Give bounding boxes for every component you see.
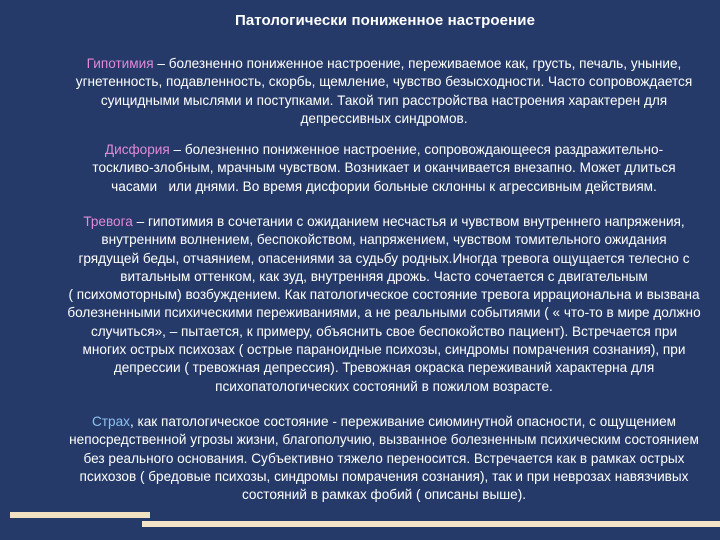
anxiety-line-9: депрессии ( тревожная депрессия). Тревожная окраска переживаний характерна для [113, 360, 655, 376]
anxiety-line-1 [22, 213, 720, 231]
hypothymia-line-2: угнетенность, подавленность, скорбь, щемление, чувство безысходности. Часто сопровождается [75, 74, 693, 90]
hypothymia-line-4: депрессивных синдромов. [300, 110, 468, 126]
dysphoria-line-2: тоскливо-злобным, мрачным чувством. Возникает и оканчивается внезапно. Может длиться [92, 160, 676, 176]
anxiety-line-2: внутренним волнением, беспокойством, напряжением, чувством томительного ожидания [101, 232, 667, 248]
anxiety-line-10: психопатологических состояний в пожилом возрасте. [215, 378, 553, 394]
dysphoria-line-3: часами или днями. Во время дисфории больные склонны к агрессивным действиям. [111, 178, 657, 194]
fear-paragraph [22, 413, 720, 504]
hypothymia-paragraph [22, 55, 720, 128]
fear-line-1 [22, 413, 720, 431]
anxiety-line-5: ( психомоторным) возбуждением. Как патологическое состояние тревога иррациональна и вызвана [68, 287, 700, 303]
hypothymia-line-1 [22, 55, 720, 73]
fear-line-5: состояний в рамках фобий ( описаны выше). [241, 487, 527, 503]
anxiety-line-3: грядущей беды, отчаянием, опасениями за судьбу родных.Иногда тревога ощущается телесно с [78, 250, 690, 266]
anxiety-paragraph [22, 213, 720, 396]
accent-bar-bottom [142, 521, 720, 527]
fear-line-3: без реального основания. Субъективно тяжело переносится. Встречается как в рамках острых [83, 450, 685, 466]
accent-bar-left [10, 512, 150, 518]
fear-text: , как патологическое состояние - переживание сиюминутной опасности, с ощущением [129, 414, 677, 429]
anxiety-line-7: случиться», – пытается, к примеру, объяснить свое беспокойство пациент). Встречается при [90, 323, 678, 339]
slide-title: Патологически пониженное настроение [234, 12, 536, 29]
dysphoria-text: – болезненно пониженное настроение, сопровождающееся раздражительно- [169, 142, 664, 157]
anxiety-term: Тревога [83, 214, 133, 229]
dysphoria-paragraph [22, 141, 720, 196]
anxiety-text: – гипотимия в сочетании с ожиданием несчастья и чувством внутреннего напряжения, [132, 214, 685, 229]
hypothymia-text: – болезненно пониженное настроение, переживаемое как, грусть, печаль, уныние, [153, 56, 682, 71]
fear-term: Страх [91, 414, 130, 429]
anxiety-line-4: витальным оттенком, как зуд, внутренняя дрожь. Часто сочетается с двигательным [120, 268, 648, 284]
anxiety-line-8: многих острых психозах ( острые параноидные психозы, синдромы помрачения сознания), при [82, 342, 686, 358]
fear-line-4: психозов ( бредовые психозы, синдромы помрачения сознания), так и при неврозах навязчивых [79, 468, 689, 484]
dysphoria-term: Дисфория [104, 142, 170, 157]
hypothymia-line-3: суицидными мыслями и поступками. Такой тип расстройства настроения характерен для [100, 92, 668, 108]
dysphoria-line-1 [22, 141, 720, 159]
fear-line-2: непосредственной угрозы жизни, благополучию, вызванное болезненным психическим состоянием [69, 432, 699, 448]
hypothymia-term: Гипотимия [86, 56, 154, 71]
anxiety-line-6: болезненными психическими переживаниями, а не реальными событиями ( « что-то в мире должно [67, 305, 701, 321]
